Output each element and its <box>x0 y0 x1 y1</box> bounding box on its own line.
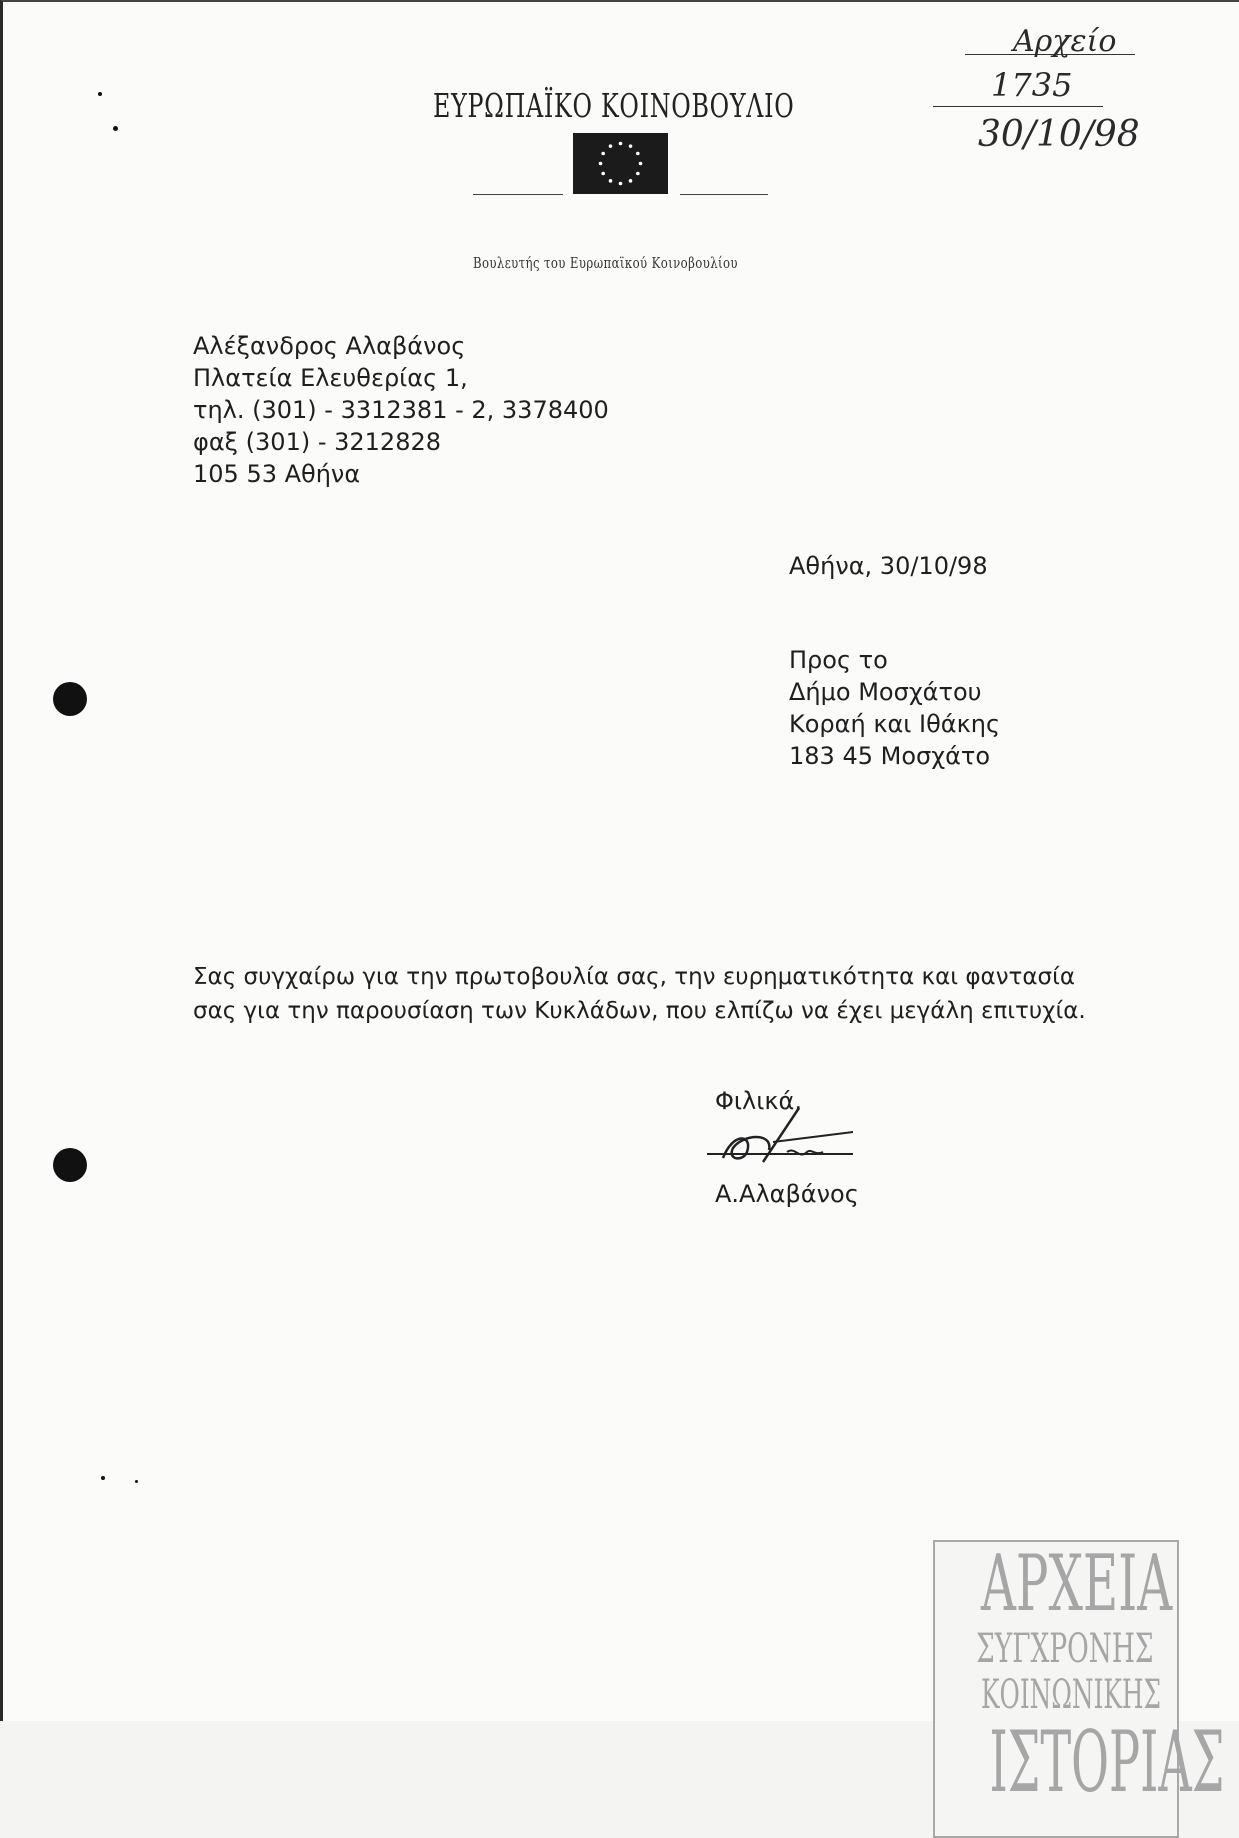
eu-flag-star <box>639 162 643 166</box>
stamp-line-4: ΙΣΤΟΡΙΑΣ <box>989 1713 1225 1811</box>
sender-block <box>193 330 609 490</box>
stamp-line-3: ΚΟΙΝΩΝΙΚΗΣ <box>980 1672 1162 1718</box>
sender-street: Πλατεία Ελευθερίας 1, <box>193 364 468 392</box>
eu-flag-star <box>601 172 605 176</box>
sender-city: 105 53 Αθήνα <box>193 460 361 488</box>
sender-fax: φαξ (301) - 3212828 <box>193 428 442 456</box>
punch-hole-bottom <box>53 1148 87 1182</box>
recipient-line-4: 183 45 Μοσχάτο <box>789 742 991 770</box>
closing: Φιλικά, <box>715 1087 802 1115</box>
sender-name: Αλέξανδρος Αλαβάνος <box>193 332 466 360</box>
letterhead-rule-left <box>473 194 563 195</box>
letterhead-rule-right <box>680 194 768 195</box>
scan-speck-1 <box>98 92 102 96</box>
stamp-line-1: ΑΡΧΕΙΑ <box>980 1539 1173 1629</box>
archive-note-rule-2 <box>933 106 1103 107</box>
eu-flag-star <box>609 179 613 183</box>
eu-flag-icon <box>573 133 668 194</box>
punch-hole-top <box>53 682 87 716</box>
eu-flag-star <box>636 172 640 176</box>
scan-speck-3 <box>101 1476 105 1480</box>
eu-flag-star <box>629 144 633 148</box>
eu-flag-star <box>619 142 623 146</box>
body-line-1: Σας συγχαίρω για την πρωτοβουλία σας, την ευρηματικότητα και φαντασία <box>193 964 1076 990</box>
letterhead-subtitle: Βουλευτής του Ευρωπαϊκού Κοινοβουλίου <box>473 254 738 272</box>
archive-stamp <box>933 1539 1225 1838</box>
eu-flag-star <box>636 152 640 156</box>
archive-note-number: 1735 <box>991 66 1073 104</box>
signature-name: Α.Αλαβάνος <box>715 1180 859 1208</box>
scan-speck-4 <box>135 1480 138 1483</box>
date-line: Αθήνα, 30/10/98 <box>789 552 988 580</box>
signature-scribble-icon <box>703 1102 863 1172</box>
recipient-line-1: Προς το <box>789 646 888 674</box>
eu-flag-star <box>601 152 605 156</box>
recipient-line-2: Δήμο Μοσχάτου <box>789 678 982 706</box>
archive-note-word: Αρχείο <box>1013 24 1117 59</box>
eu-flag-star <box>619 182 623 186</box>
letter-body <box>193 960 1086 1028</box>
scan-speck-2 <box>113 126 118 131</box>
archive-note-date: 30/10/98 <box>978 114 1140 155</box>
recipient-line-3: Κοραή και Ιθάκης <box>789 710 1001 738</box>
sender-phone: τηλ. (301) - 3312381 - 2, 3378400 <box>193 396 609 424</box>
stamp-line-2: ΣΥΓΧΡΟΝΗΣ <box>976 1626 1154 1672</box>
institution-title: ΕΥΡΩΠΑΪΚΟ ΚΟΙΝΟΒΟΥΛΙΟ <box>433 86 795 125</box>
body-line-2: σας για την παρουσίαση των Κυκλάδων, που ελπίζω να έχει μεγάλη επιτυχία. <box>193 998 1086 1024</box>
eu-flag-star <box>609 144 613 148</box>
eu-flag-star <box>599 162 603 166</box>
eu-flag-star <box>629 179 633 183</box>
recipient-block <box>789 644 1000 772</box>
